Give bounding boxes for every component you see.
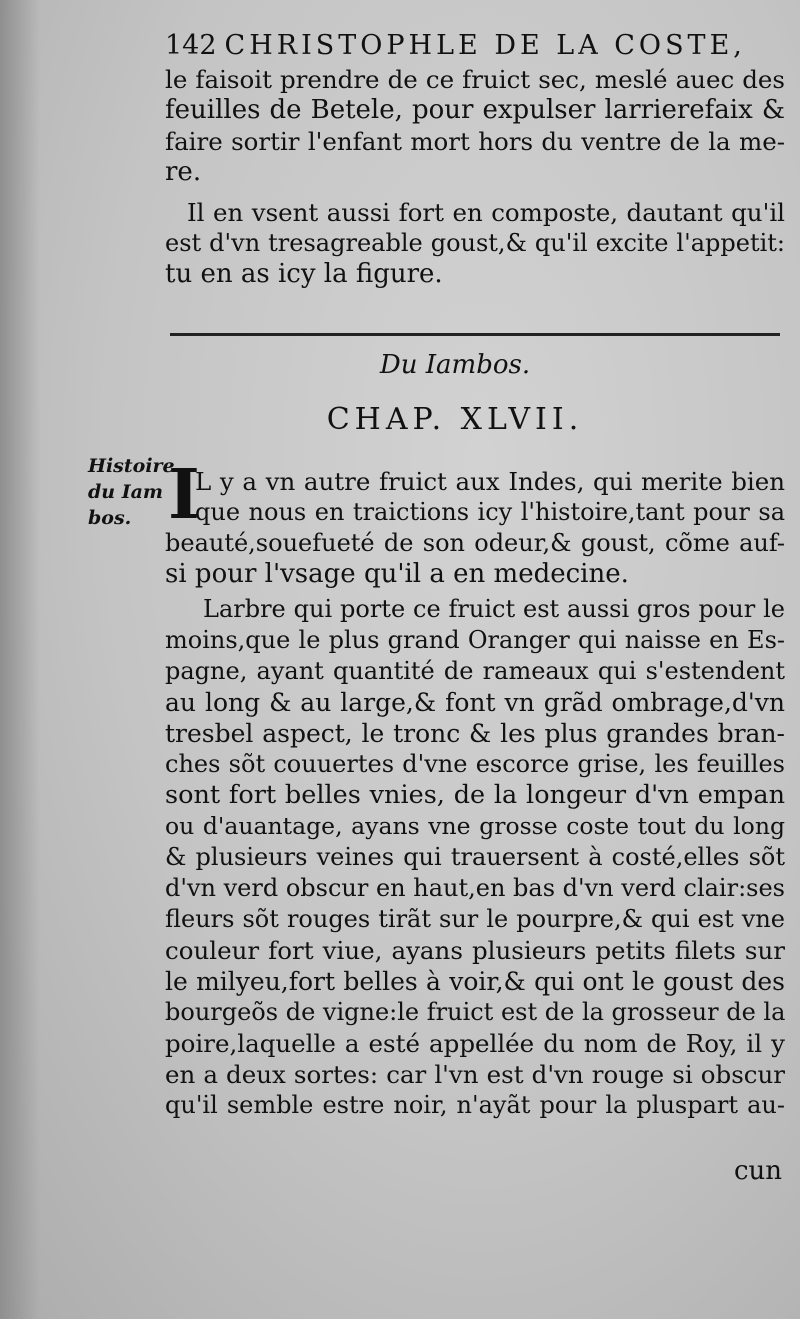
chapter-paragraph-1 xyxy=(165,455,785,590)
page-gutter-shadow xyxy=(0,0,40,1319)
top-paragraph xyxy=(165,64,785,188)
section-divider xyxy=(170,333,780,336)
text-line: qu'il semble estre noir, n'ayãt pour la pluspart au- xyxy=(165,1091,785,1119)
text-line: L y a vn autre fruict aux Indes, qui merite bien xyxy=(195,467,785,496)
chapter-title: CHAP. XLVII. xyxy=(326,402,584,437)
text-line: au long & au large,& font vn grãd ombrage,d'vn xyxy=(165,688,785,717)
text-line: ches sõt couuertes d'vne escorce grise, les feuilles xyxy=(165,750,785,778)
text-line: feuilles de Betele, pour expulser larrierefaix & xyxy=(165,95,785,125)
running-header xyxy=(165,30,785,61)
text-line: Il en vsent aussi fort en composte, dautant qu'il xyxy=(187,198,785,227)
text-line: Larbre qui porte ce fruict est aussi gros pour le xyxy=(203,595,785,623)
second-paragraph xyxy=(165,197,785,290)
text-line: moins,que le plus grand Oranger qui naisse en Es- xyxy=(165,626,785,654)
text-line: & plusieurs veines qui trauersent à costé,elles sõt xyxy=(165,843,785,871)
text-line: sont fort belles vnies, de la longeur d'vn empan xyxy=(165,780,785,810)
catchword: cun xyxy=(733,1156,782,1186)
text-line: en a deux sortes: car l'vn est d'vn rouge si obscur xyxy=(165,1060,785,1089)
text-line: poire,laquelle a esté appellée du nom de Roy, il y xyxy=(165,1029,785,1058)
text-line: ou d'auantage, ayans vne grosse coste tout du long xyxy=(165,812,785,840)
margin-note-line: bos. xyxy=(88,507,132,529)
margin-note-line: Histoire xyxy=(88,455,175,477)
text-line: le faisoit prendre de ce fruict sec, meslé auec des xyxy=(165,65,785,94)
margin-note-line: du Iam xyxy=(88,481,164,503)
page-number: 142 xyxy=(165,30,217,61)
text-line: pagne, ayant quantité de rameaux qui s'estendent xyxy=(165,657,785,685)
text-line: que nous en traictions icy l'histoire,tant pour sa xyxy=(195,498,785,526)
text-line: tresbel aspect, le tronc & les plus grandes bran- xyxy=(165,719,785,748)
text-line: couleur fort viue, ayans plusieurs petits filets sur xyxy=(165,936,785,965)
text-line: fleurs sõt rouges tirãt sur le pourpre,& qui est vne xyxy=(165,905,785,933)
section-title: Du Iambos. xyxy=(379,350,531,380)
drop-cap: I xyxy=(168,455,200,535)
text-line: faire sortir l'enfant mort hors du ventre de la me- xyxy=(165,127,785,156)
text-line: est d'vn tresagreable goust,& qu'il excite l'appetit: xyxy=(165,229,785,257)
text-line: beauté,souefueté de son odeur,& goust, cõme auf- xyxy=(165,529,785,557)
running-title: CHRISTOPHLE DE LA COSTE, xyxy=(224,30,746,61)
chapter-paragraph-2 xyxy=(165,594,785,1121)
text-line: bourgeõs de vigne:le fruict est de la grosseur de la xyxy=(165,998,786,1026)
margin-note xyxy=(88,453,175,531)
text-line: le milyeu,fort belles à voir,& qui ont le goust des xyxy=(165,967,785,996)
text-line: d'vn verd obscur en haut,en bas d'vn verd clair:ses xyxy=(165,874,785,902)
text-line: si pour l'vsage qu'il a en medecine. xyxy=(165,559,629,589)
text-line: re. xyxy=(165,157,202,187)
text-line: tu en as icy la figure. xyxy=(165,259,443,289)
